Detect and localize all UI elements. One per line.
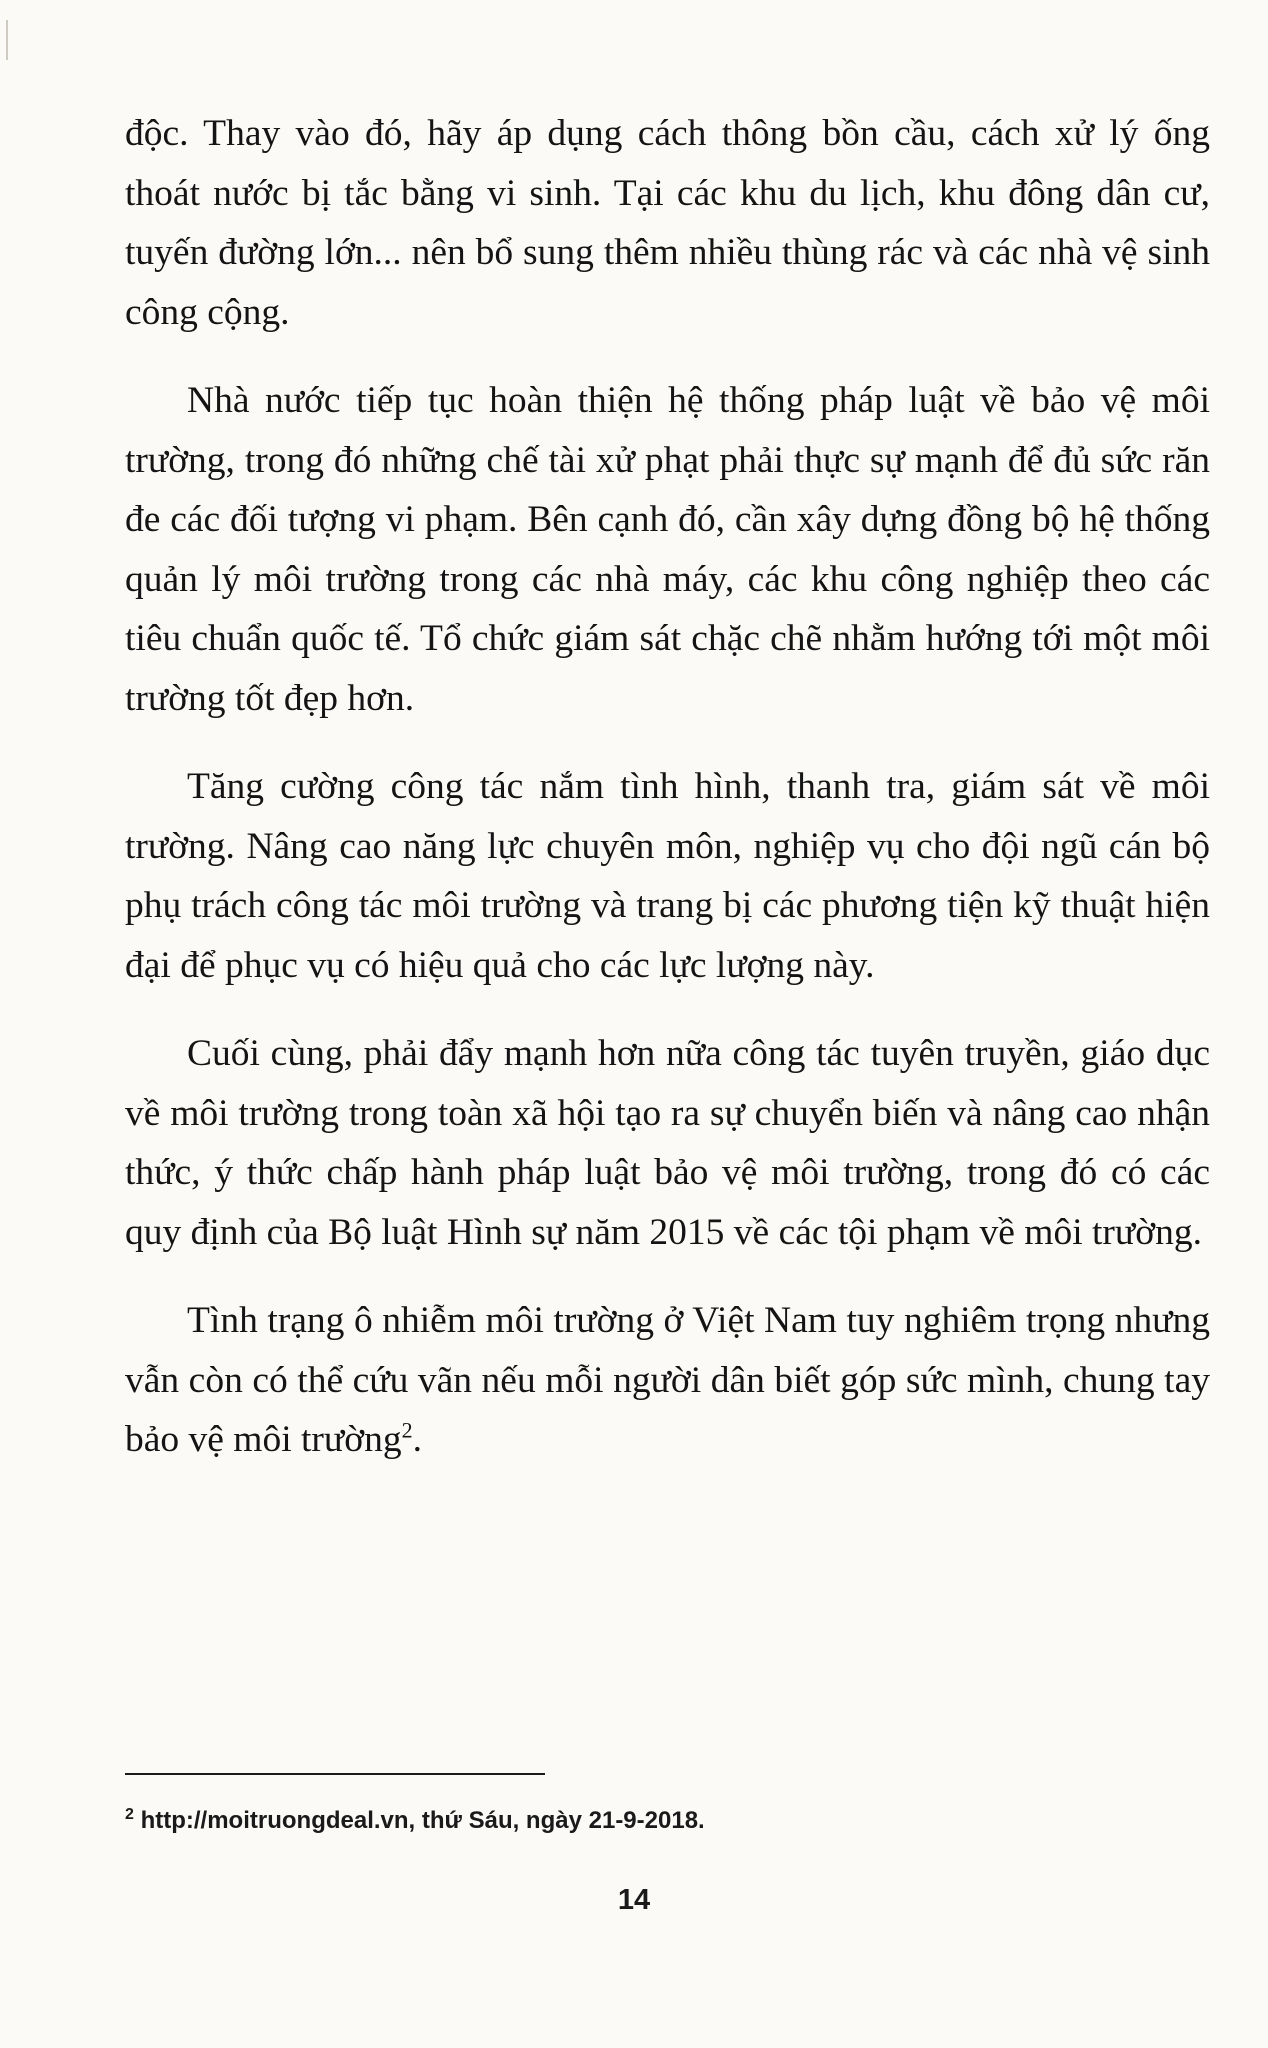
- footnote-text: http://moitruongdeal.vn, thứ Sáu, ngày 21-9-2018.: [133, 1807, 705, 1834]
- footnote: [125, 1804, 1125, 1838]
- paragraph-2: Nhà nước tiếp tục hoàn thiện hệ thống pháp luật về bảo vệ môi trường, trong đó những chế tài xử phạt phải thực sự mạnh để đủ sức răn đe các đối tượng vi phạm. Bên cạnh đó, cần xây dựng đồng bộ hệ thống quản lý môi trường trong các nhà máy, các khu công nghiệp theo các tiêu chuẩn quốc tế. Tổ chức giám sát chặc chẽ nhằm hướng tới một môi trường tốt đẹp hơn.: [125, 380, 1210, 719]
- footnote-reference[interactable]: 2: [401, 1417, 413, 1443]
- paragraph-1: độc. Thay vào đó, hãy áp dụng cách thông bồn cầu, cách xử lý ống thoát nước bị tắc bằng vi sinh. Tại các khu du lịch, khu đông dân cư, tuyến đường lớn... nên bổ sung thêm nhiều thùng rác và các nhà vệ sinh công cộng.: [125, 113, 1210, 333]
- paragraph-3: Tăng cường công tác nắm tình hình, thanh tra, giám sát về môi trường. Nâng cao năng lực chuyên môn, nghiệp vụ cho đội ngũ cán bộ phụ trách công tác môi trường và trang bị các phương tiện kỹ thuật hiện đại để phục vụ có hiệu quả cho các lực lượng này.: [125, 766, 1210, 986]
- paragraph-5-text: Tình trạng ô nhiễm môi trường ở Việt Nam tuy nghiêm trọng nhưng vẫn còn có thể cứu vãn nếu mỗi người dân biết góp sức mình, chung tay bảo vệ môi trường: [125, 1300, 1210, 1460]
- page-edge-mark: [6, 20, 8, 60]
- footnote-divider: [125, 1773, 545, 1775]
- page-number: 14: [617, 1884, 651, 1916]
- paragraph-4: Cuối cùng, phải đẩy mạnh hơn nữa công tác tuyên truyền, giáo dục về môi trường trong toàn xã hội tạo ra sự chuyển biến và nâng cao nhận thức, ý thức chấp hành pháp luật bảo vệ môi trường, trong đó có các quy định của Bộ luật Hình sự năm 2015 về các tội phạm về môi trường.: [125, 1033, 1210, 1253]
- paragraph-5: [125, 1291, 1210, 1470]
- paragraph-5-end: .: [412, 1419, 422, 1460]
- footnote-marker: 2: [125, 1806, 134, 1823]
- body-text: [125, 104, 1210, 1499]
